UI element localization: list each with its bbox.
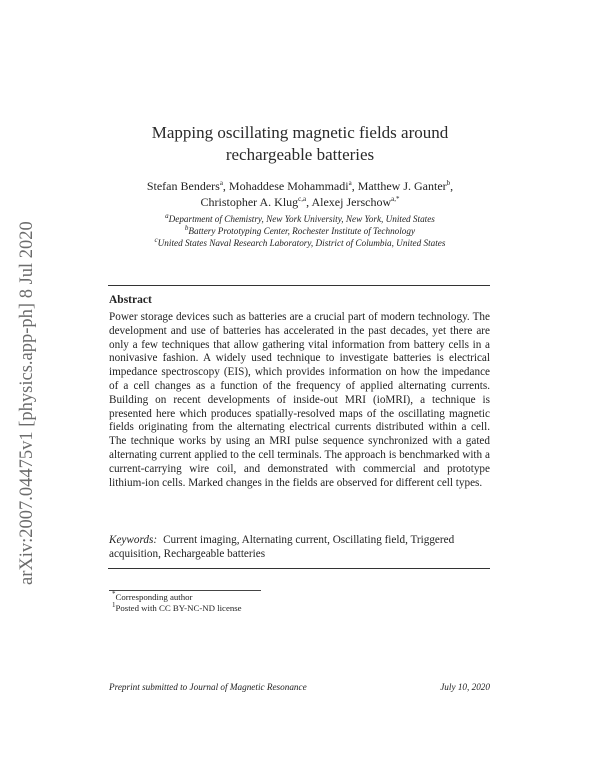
author-name: Stefan Benders [146, 179, 220, 193]
author-sup: c,a [298, 195, 307, 203]
abstract-top-rule [108, 285, 490, 286]
affiliation: $^c$United States Naval Research Laboratory, District of Columbia, United States [154, 235, 446, 248]
footnote: *Corresponding author [112, 590, 193, 602]
abstract-heading: Abstract [109, 294, 152, 306]
author-list [110, 178, 490, 210]
paper-title: Mapping oscillating magnetic fields around rechargeable batteries [151, 123, 449, 164]
author-name: Alexej Jerschow [311, 195, 392, 209]
keywords-label: Keywords: [109, 534, 158, 546]
footer-date: July 10, 2020 [440, 682, 490, 692]
author-line-1: Stefan Benders$^a$, Mohaddese Mohammadi$^a$, Matthew J. Ganter$^b$, [146, 179, 454, 193]
author-sup: b [446, 179, 451, 187]
keywords-text: Current imaging, Alternating current, Oscillating field, Triggered acquisition, Rechargeable batteries [109, 534, 455, 560]
author-sup: a [348, 179, 352, 187]
affiliation: $^a$Department of Chemistry, New York University, New York, United States [165, 211, 435, 224]
arxiv-stamp [14, 190, 40, 585]
author-name: Mohaddese Mohammadi [228, 179, 349, 193]
footer-journal: Preprint submitted to Journal of Magnetic Resonance [109, 682, 307, 692]
abstract-bottom-rule [108, 568, 490, 569]
keywords [109, 534, 490, 562]
author-sup: a,* [391, 195, 400, 203]
author-line-2: Christopher A. Klug$^{c,a}$, Alexej Jerschow$^{a,*}$ [200, 195, 400, 209]
author-sup: a [219, 179, 223, 187]
arxiv-stamp-text: arXiv:2007.04475v1 [physics.app-ph] 8 Jul 2020 [17, 221, 37, 585]
affiliation: $^b$Battery Prototyping Center, Rochester Institute of Technology [184, 223, 416, 236]
footnotes [112, 592, 242, 614]
author-name: Matthew J. Ganter [357, 179, 447, 193]
abstract-body: Power storage devices such as batteries are a crucial part of modern technology. The development and use of batteries has accelerated in the past decades, yet there are only a few techniques that allow gathering vital information from battery cells in a nonivasive fashion. A widely used technique to investigate batteries is electrical impedance spectroscopy (EIS), which provides information on how the impedance of a cell changes as a function of the frequency of applied alternating currents. Building on recent developments of inside-out MRI (ioMRI), a technique is presented here which produces spatially-resolved maps of the oscillating magnetic fields originating from the alternating electrical currents distributed within a cell. The technique works by using an MRI pulse sequence synchronized with a gated alternating current applied to the cell terminals. The approach is benchmarked with a current-carrying wire coil, and demonstrated with commercial and prototype lithium-ion cells. Marked changes in the fields are observed for different cell types. [109, 311, 490, 489]
footnote-rule [109, 590, 261, 591]
affiliation-list [110, 213, 490, 249]
footnote: $^1$Posted with CC BY-NC-ND license [112, 601, 242, 613]
author-name: Christopher A. Klug [200, 195, 299, 209]
